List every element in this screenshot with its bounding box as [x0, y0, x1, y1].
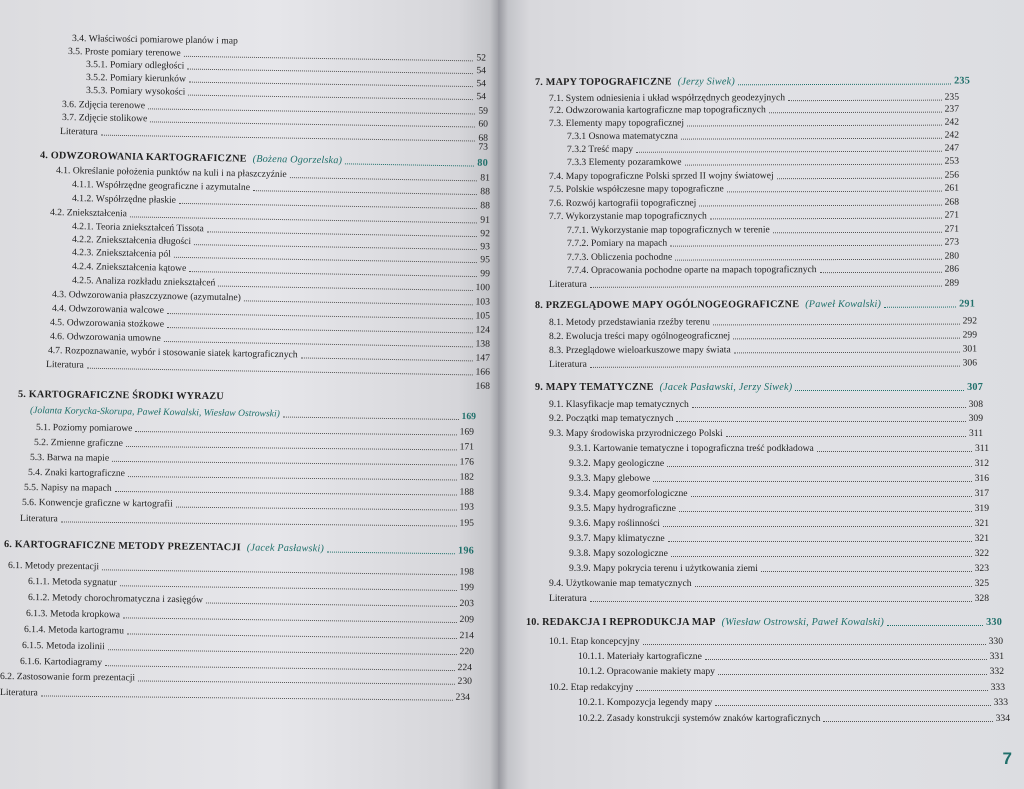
entry-label: 4.6. Odwzorowania umowne — [49, 331, 161, 344]
entry-label: 9.3.9. Mapy pokrycia terenu i użytkowania ziemi — [569, 563, 758, 574]
toc-chapter-row — [535, 76, 970, 88]
entry-page-number: 91 — [480, 214, 491, 226]
dot-leader — [795, 389, 964, 391]
toc-entry-row — [578, 698, 1008, 708]
chapter-authors: (Jolanta Korycka-Skorupa, Paweł Kowalski, Wiesław Ostrowski) — [29, 405, 280, 420]
dot-leader — [676, 420, 965, 422]
entry-page-number: 307 — [967, 382, 983, 393]
entry-page-number: 291 — [959, 298, 976, 310]
entry-page-number: 323 — [974, 563, 989, 574]
entry-page-number: 100 — [475, 282, 491, 294]
toc-chapter-row — [535, 299, 975, 311]
entry-page-number: 309 — [968, 413, 983, 424]
entry-page-number: 330 — [988, 636, 1003, 647]
entry-page-number: 54 — [476, 65, 487, 77]
entry-label: 6.1.6. Kartodiagramy — [19, 656, 103, 669]
entry-page-number: 325 — [974, 578, 989, 589]
entry-label: 3.5.1. Pomiary odległości — [85, 59, 185, 72]
entry-page-number: 253 — [944, 155, 960, 167]
chapter-author: (Jerzy Siwek) — [677, 76, 735, 88]
entry-label: 4.7. Rozpoznawanie, wybór i stosowanie siatek kartograficznych — [47, 345, 298, 361]
entry-page-number: 321 — [974, 533, 989, 544]
dot-leader — [653, 480, 971, 482]
dot-leader — [290, 176, 478, 181]
toc-entry-row — [549, 579, 989, 589]
entry-label: 4.1.1. Współrzędne geograficzne i azymutalne — [71, 179, 251, 194]
chapter-title — [535, 383, 792, 393]
entry-page-number: 328 — [974, 593, 989, 604]
entry-label: 7.7.1. Wykorzystanie map topograficznych w terenie — [566, 224, 770, 236]
toc-entry-row — [567, 131, 959, 142]
dot-leader — [773, 230, 942, 233]
entry-page-number: 169 — [461, 411, 477, 423]
entry-page-number: 230 — [457, 675, 473, 687]
entry-page-number: 299 — [962, 329, 978, 341]
entry-page-number: 334 — [995, 713, 1010, 724]
entry-page-number: 88 — [480, 186, 491, 198]
entry-label: 7.7.3. Obliczenia pochodne — [566, 251, 673, 263]
entry-label: 7.5. Polskie współczesne mapy topograficzne — [548, 183, 724, 195]
entry-label: 6.1.1. Metoda sygnatur — [27, 576, 117, 589]
dot-leader — [788, 98, 942, 101]
dot-leader — [636, 149, 942, 152]
entry-page-number: 147 — [475, 352, 491, 364]
dot-leader — [327, 551, 455, 555]
entry-page-number: 286 — [944, 263, 960, 275]
dot-leader — [670, 243, 941, 246]
toc-chapter-row — [535, 383, 983, 393]
toc-entry-row — [578, 667, 1004, 677]
toc-entry-row — [549, 429, 983, 439]
toc-chapter-row — [526, 618, 1002, 628]
entry-label: 3.6. Zdjęcia terenowe — [61, 99, 146, 112]
entry-page-number: 242 — [944, 129, 960, 141]
chapter-title-text: 7. MAPY TOPOGRAFICZNE — [534, 76, 672, 88]
dot-leader — [643, 643, 986, 645]
entry-page-number: 88 — [480, 200, 491, 212]
toc-entry-row — [549, 171, 959, 182]
entry-page-number: 234 — [455, 691, 471, 703]
entry-page-number: 273 — [944, 236, 960, 248]
toc-entry-row — [549, 105, 959, 116]
entry-page-number: 171 — [459, 441, 475, 453]
entry-label: 10.1. Etap koncepcyjny — [549, 636, 640, 647]
entry-page-number: 182 — [459, 471, 475, 483]
entry-page-number: 99 — [480, 268, 491, 280]
toc-entry-row — [569, 549, 989, 559]
dot-leader — [687, 123, 942, 126]
entry-label: 8.3. Przeglądowe wieloarkuszowe mapy świata — [548, 344, 731, 356]
toc-entry-row — [567, 144, 959, 155]
entry-page-number: 124 — [475, 324, 491, 336]
entry-label: 10.1.2. Opracowanie makiety mapy — [578, 666, 715, 677]
dot-leader — [705, 658, 987, 660]
toc-entry-row — [569, 504, 989, 514]
entry-label: 6.1.3. Metoda kropkowa — [25, 608, 121, 621]
dot-leader — [590, 284, 942, 287]
dot-leader — [769, 110, 942, 113]
entry-page-number: 330 — [986, 617, 1002, 628]
entry-page-number: 68 — [478, 132, 489, 144]
entry-label: 5.5. Napisy na mapach — [23, 482, 112, 494]
entry-page-number: 203 — [459, 598, 475, 610]
chapter-title — [535, 300, 881, 311]
chapter-author: (Jacek Pasławski, Jerzy Siwek) — [659, 382, 793, 393]
entry-page-number: 73 — [478, 141, 489, 153]
entry-label: 7.7.2. Pomiary na mapach — [566, 237, 668, 249]
chapter-title-text: 4. ODWZOROWANIA KARTOGRAFICZNE — [39, 150, 247, 165]
entry-page-number: 92 — [480, 228, 491, 240]
entry-page-number: 195 — [459, 517, 475, 529]
entry-label: 7.6. Rozwój kartografii topograficznej — [548, 197, 697, 209]
dot-leader — [699, 203, 941, 206]
entry-page-number: 169 — [459, 426, 475, 438]
entry-label: 9.3.7. Mapy klimatyczne — [569, 533, 665, 544]
toc-entry-row — [567, 157, 959, 168]
entry-page-number: 199 — [459, 582, 475, 594]
entry-page-number: 242 — [944, 116, 960, 128]
dot-leader — [590, 364, 960, 367]
dot-leader — [884, 306, 956, 308]
entry-label: 4.1.2. Współrzędne płaskie — [71, 193, 177, 206]
toc-entry-row — [549, 594, 989, 604]
dot-leader — [590, 600, 972, 602]
entry-page-number: 220 — [459, 646, 475, 658]
entry-label: 5.3. Barwa na mapie — [29, 452, 110, 464]
dot-leader — [663, 525, 972, 527]
page-number: 7 — [1002, 749, 1012, 768]
entry-label: 7.3.2 Treść mapy — [566, 143, 634, 155]
entry-label: 4.2.5. Analiza rozkładu zniekształceń — [71, 275, 216, 289]
entry-page-number: 247 — [944, 142, 960, 154]
entry-page-number: 196 — [457, 545, 475, 557]
entry-page-number: 54 — [476, 91, 487, 103]
entry-page-number: 271 — [944, 209, 960, 221]
dot-leader — [667, 465, 971, 467]
entry-label: 4.2. Zniekształcenia — [49, 207, 128, 220]
chapter-title-text: 8. PRZEGLĄDOWE MAPY OGÓLNOGEOGRAFICZNE — [534, 299, 800, 311]
entry-label: 10.2.1. Kompozycja legendy mapy — [578, 697, 713, 708]
entry-label: 6.1.2. Metody chorochromatyczna i zasięgów — [27, 592, 204, 606]
entry-page-number: 80 — [477, 157, 489, 169]
entry-label: 7.2. Odwzorowania kartograficzne map topograficznych — [548, 104, 766, 116]
toc-entry-row — [549, 93, 959, 104]
chapter-author: (Paweł Kowalski) — [805, 298, 882, 311]
dot-leader — [636, 689, 987, 691]
entry-page-number: 105 — [475, 310, 491, 322]
dot-leader — [823, 720, 992, 722]
entry-page-number: 59 — [478, 105, 489, 117]
entry-label: 9.3.1. Kartowanie tematyczne i topograficzna treść podkładowa — [569, 443, 814, 454]
dot-leader — [738, 83, 951, 86]
entry-label: 6.1. Metody prezentacji — [7, 560, 100, 573]
entry-label: Literatura — [548, 278, 587, 290]
chapter-title-text: 9. MAPY TEMATYCZNE — [535, 382, 654, 393]
chapter-title — [18, 390, 224, 402]
dot-leader — [733, 336, 959, 339]
chapter-title-text: 6. KARTOGRAFICZNE METODY PREZENTACJI — [3, 539, 241, 554]
entry-page-number: 188 — [459, 486, 475, 498]
entry-label: 4.2.2. Zniekształcenia długości — [71, 234, 192, 248]
chapter-title-text: 5. KARTOGRAFICZNE ŚRODKI WYRAZU — [17, 389, 224, 403]
entry-page-number: 214 — [459, 630, 475, 642]
entry-label: 9.3.2. Mapy geologiczne — [569, 458, 665, 469]
entry-label: Literatura — [549, 593, 587, 604]
dot-leader — [761, 570, 972, 572]
entry-page-number: 311 — [968, 428, 983, 439]
entry-label: Literatura — [19, 513, 58, 525]
entry-label: 3.5.3. Pomiary wysokości — [85, 85, 186, 98]
chapter-author: (Wiesław Ostrowski, Paweł Kowalski) — [721, 617, 884, 628]
toc-entry-row — [569, 459, 989, 469]
dot-leader — [345, 163, 474, 167]
toc-entry-row — [569, 489, 989, 499]
entry-page-number: 322 — [974, 548, 989, 559]
entry-label: Literatura — [548, 358, 587, 370]
entry-page-number: 166 — [475, 366, 491, 378]
toc-entry-row — [549, 637, 1003, 647]
dot-leader — [668, 540, 972, 542]
dot-leader — [692, 406, 966, 408]
entry-page-number: 81 — [480, 172, 491, 184]
entry-page-number: 333 — [990, 682, 1005, 693]
toc-entry-row — [549, 400, 983, 410]
entry-page-number: 224 — [457, 662, 473, 674]
entry-label: 4.4. Odwzorowania walcowe — [51, 303, 164, 316]
dot-leader — [718, 673, 987, 675]
entry-page-number: 193 — [459, 501, 475, 513]
entry-label: 3.5.2. Pomiary kierunków — [85, 72, 187, 85]
entry-page-number: 306 — [962, 357, 978, 369]
entry-label: 4.2.4. Zniekształcenia kątowe — [71, 261, 187, 274]
dot-leader — [887, 624, 983, 626]
entry-page-number: 301 — [962, 343, 978, 355]
entry-page-number: 333 — [993, 697, 1008, 708]
toc-entry-row — [567, 252, 959, 263]
entry-label: 9.3.6. Mapy roślinności — [569, 518, 660, 529]
toc-entry-row — [549, 683, 1005, 693]
entry-label: 3.5. Proste pomiary terenowe — [67, 46, 181, 59]
toc-entry-row — [578, 714, 1010, 724]
entry-label: 6.1.5. Metoda izolinii — [21, 640, 105, 653]
entry-label: 9.3. Mapy środowiska przyrodniczego Polski — [549, 428, 723, 439]
entry-label: Literatura — [45, 359, 84, 371]
dot-leader — [695, 585, 972, 587]
entry-label: 6.1.4. Metoda kartogramu — [23, 624, 124, 637]
toc-entry-row — [569, 519, 989, 529]
entry-label: 9.2. Początki map tematycznych — [549, 413, 674, 424]
entry-page-number: 54 — [476, 78, 487, 90]
toc-entry-row — [549, 184, 959, 195]
chapter-title-text: 10. REDAKCJA I REPRODUKCJA MAP — [526, 617, 716, 628]
chapter-author: (Bożena Ogorzelska) — [252, 153, 343, 167]
entry-page-number: 198 — [459, 566, 475, 578]
entry-label: 4.2.1. Teoria zniekształceń Tissota — [71, 221, 204, 235]
dot-leader — [691, 495, 972, 497]
entry-page-number: 52 — [476, 52, 487, 64]
entry-page-number: 319 — [974, 503, 989, 514]
entry-page-number: 138 — [475, 338, 491, 350]
entry-label: 7.7. Wykorzystanie map topograficznych — [548, 210, 707, 222]
entry-label: 4.5. Odwzorowania stożkowe — [49, 317, 165, 330]
dot-leader — [777, 176, 942, 179]
entry-label: 9.3.3. Mapy glebowe — [569, 473, 651, 484]
entry-label: 7.4. Mapy topograficzne Polski sprzed II wojny światowej — [548, 170, 774, 182]
entry-page-number: 60 — [478, 118, 489, 130]
dot-leader — [301, 356, 473, 361]
dot-leader — [726, 435, 966, 437]
toc-entry-row — [569, 534, 989, 544]
entry-page-number: 176 — [459, 456, 475, 468]
dot-leader — [283, 415, 459, 419]
entry-label: 9.4. Użytkowanie map tematycznych — [549, 578, 692, 589]
toc-entry-row — [549, 331, 977, 342]
toc-entry-row — [567, 265, 959, 276]
entry-label: Literatura — [0, 687, 38, 699]
entry-page-number: 235 — [944, 91, 960, 103]
entry-page-number: 280 — [944, 250, 960, 262]
entry-page-number: 271 — [944, 223, 960, 235]
toc-entry-row — [549, 359, 977, 370]
toc-entry-row — [578, 652, 1004, 662]
chapter-title — [526, 618, 884, 628]
entry-label: 6.2. Zastosowanie form prezentacji — [0, 671, 136, 684]
entry-label: 7.3. Elementy mapy topograficznej — [548, 117, 685, 129]
entry-label: 5.6. Konwencje graficzne w kartografii — [21, 497, 173, 510]
entry-page-number: 311 — [974, 443, 989, 454]
entry-page-number: 268 — [944, 196, 960, 208]
entry-label: 7.1. System odniesienia i układ współrzędnych geodezyjnych — [548, 92, 786, 104]
entry-label: 5.4. Znaki kartograficzne — [27, 467, 126, 480]
entry-page-number: 331 — [989, 651, 1004, 662]
dot-leader — [681, 136, 942, 139]
entry-page-number: 312 — [974, 458, 989, 469]
entry-label: 5.2. Zmienne graficzne — [33, 437, 124, 449]
entry-label: 5.1. Poziomy pomiarowe — [35, 422, 133, 435]
dot-leader — [734, 350, 960, 353]
entry-page-number: 168 — [475, 380, 491, 392]
entry-page-number: 95 — [480, 254, 491, 266]
dot-leader — [710, 216, 942, 219]
entry-label: 8.1. Metody przedstawiania rzeźby terenu — [548, 316, 710, 328]
entry-page-number: 103 — [475, 296, 491, 308]
entry-label: 10.2.2. Zasady konstrukcji systemów znaków kartograficznych — [578, 713, 821, 724]
entry-label: 4.1. Określanie położenia punktów na kuli i na płaszczyźnie — [55, 165, 287, 181]
toc-entry-row — [549, 118, 959, 129]
entry-page-number: 292 — [962, 315, 978, 327]
dot-leader — [138, 679, 455, 684]
entry-label: 10.1.1. Materiały kartograficzne — [578, 651, 702, 662]
entry-label: 7.7.4. Opracowania pochodne oparte na mapach topograficznych — [566, 264, 817, 276]
entry-page-number: 308 — [968, 399, 983, 410]
entry-page-number: 317 — [974, 488, 989, 499]
entry-page-number: 316 — [974, 473, 989, 484]
dot-leader — [227, 399, 465, 402]
entry-label: 9.1. Klasyfikacje map tematycznych — [549, 399, 689, 410]
dot-leader — [817, 450, 972, 452]
dot-leader — [679, 510, 972, 512]
entry-page-number: 256 — [944, 169, 960, 181]
toc-entry-row — [549, 279, 959, 290]
toc-entry-row — [567, 238, 959, 249]
entry-label: 8.2. Ewolucja treści mapy ogólnogeograficznej — [548, 330, 731, 342]
book-spine — [490, 0, 508, 789]
entry-page-number: 321 — [974, 518, 989, 529]
toc-entry-row — [567, 225, 959, 236]
dot-leader — [820, 270, 942, 272]
entry-page-number: 332 — [989, 666, 1004, 677]
entry-label: 7.3.3 Elementy pozaramkowe — [566, 156, 682, 168]
entry-page-number: 237 — [944, 103, 960, 115]
entry-page-number: 289 — [944, 277, 960, 289]
entry-page-number: 209 — [459, 614, 475, 626]
entry-label: 7.3.1 Osnowa matematyczna — [566, 130, 678, 142]
entry-label: 10.2. Etap redakcyjny — [549, 682, 634, 693]
dot-leader — [176, 505, 457, 510]
entry-label: Literatura — [59, 126, 98, 138]
dot-leader — [715, 704, 990, 706]
dot-leader — [675, 257, 941, 260]
entry-label: 3.4. Właściwości pomiarowe planów i map — [71, 33, 238, 47]
entry-label: 9.3.5. Mapy hydrograficzne — [569, 503, 676, 514]
entry-label: 9.3.4. Mapy geomorfologiczne — [569, 488, 688, 499]
toc-entry-row — [549, 211, 959, 222]
entry-label: 9.3.8. Mapy sozologiczne — [569, 548, 668, 559]
toc-entry-row — [549, 317, 977, 328]
toc-entry-row — [549, 198, 959, 209]
toc-entry-row — [549, 345, 977, 356]
toc-entry-row — [569, 444, 989, 454]
chapter-author: (Jacek Pasławski) — [246, 542, 325, 555]
dot-leader — [685, 162, 942, 165]
dot-leader — [727, 189, 942, 192]
chapter-title — [535, 77, 735, 88]
entry-page-number: 235 — [954, 75, 971, 87]
entry-label: 4.2.3. Zniekształcenia pól — [71, 247, 171, 260]
toc-entry-row — [569, 474, 989, 484]
dot-leader — [713, 322, 960, 325]
entry-label: 4.3. Odwzorowania płaszczyznowe (azymutalne) — [51, 289, 241, 304]
entry-label: 3.7. Zdjęcie stolikowe — [61, 112, 148, 125]
entry-page-number: 93 — [480, 241, 491, 253]
toc-entry-row — [569, 564, 989, 574]
toc-entry-row — [549, 414, 983, 424]
entry-page-number: 261 — [944, 182, 960, 194]
dot-leader — [671, 555, 972, 557]
